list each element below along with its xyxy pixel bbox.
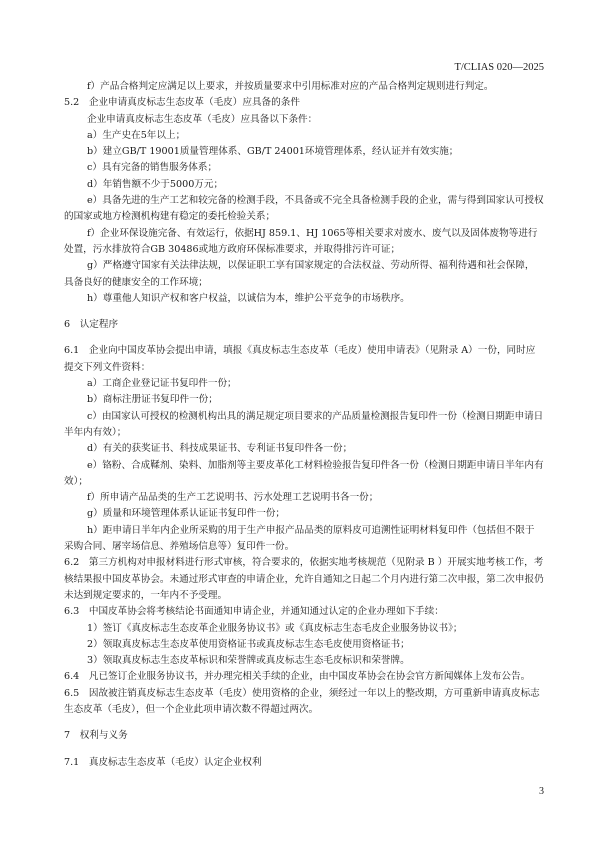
clause-7-1-heading: 7.1 真皮标志生态皮革（毛皮）认定企业权利	[64, 756, 262, 768]
condition-e: e）具备先进的生产工艺和较完备的检测手段，不具备或不完全具备检测手段的企业，需与得到国家认可授权的国家或地方检测机构建有稳定的委托检验关系；	[64, 195, 544, 223]
document-id-header: T/CLIAS 020—2025	[454, 62, 544, 73]
document-d: d）有关的获奖证书、科技成果证书、专利证书复印件各一份；	[87, 443, 353, 455]
procedure-1: 1）签订《真皮标志生态皮革企业服务协议书》或《真皮标志生态毛皮企业服务协议书》；	[87, 622, 463, 634]
document-e: e）铬粉、合成鞣剂、染料、加脂剂等主要皮革化工材料检验报告复印件各一份（检测日期距申请日半年内有效）；	[64, 459, 544, 487]
procedure-3: 3）领取真皮标志生态皮革标识和荣誉牌或真皮标志生态毛皮标识和荣誉牌。	[87, 655, 410, 667]
clause-6-1: 6.1 企业向中国皮革协会提出申请，填报《真皮标志生态皮革（毛皮）使用申请表》（见附录 A）一份，同时应提交下列文件资料：	[64, 345, 536, 373]
condition-g: g）严格遵守国家有关法律法规，以保证职工享有国家规定的合法权益、劳动所得、福利待遇和社会保障，具备良好的健康安全的工作环境；	[64, 260, 535, 288]
document-body	[64, 79, 544, 771]
document-b: b）商标注册证书复印件一份；	[87, 394, 218, 406]
condition-f: f）企业环保设施完备、有效运行，依据HJ 859.1、HJ 1065等相关要求对废水、废气以及固体废物等进行处置，污水排放符合GB 30486或地方政府环保标准要求，并取得排污许可证；	[64, 227, 538, 255]
document-f: f）所申请产品品类的生产工艺说明书、污水处理工艺说明书各一份；	[87, 492, 379, 504]
section-6-heading: 6 认定程序	[64, 319, 119, 331]
document-c: c）由国家认可授权的检测机构出具的满足规定项目要求的产品质量检测报告复印件一份（检测日期距申请日半年内有效）；	[64, 410, 544, 438]
procedure-2: 2）领取真皮标志生态皮革使用资格证书或真皮标志生态毛皮使用资格证书；	[87, 638, 410, 650]
item-5-1-f: f）产品合格判定应满足以上要求，并按质量要求中引用标准对应的产品合格判定规则进行判定。	[87, 81, 494, 92]
clause-6-5: 6.5 因故被注销真皮标志生态皮革（毛皮）使用资格的企业，须经过一年以上的整改期，方可重新申请真皮标志生态皮革（毛皮），但一个企业此项申请次数不得超过两次。	[64, 687, 540, 715]
condition-b: b）建立GB/T 19001质量管理体系、GB/T 24001环境管理体系，经认证并有效实施；	[87, 146, 459, 158]
clause-6-4: 6.4 凡已签订企业服务协议书，并办理完相关手续的企业，由中国皮革协会在协会官方新闻媒体上发布公告。	[64, 671, 531, 683]
document-h: h）距申请日半年内企业所采购的用于生产申报产品品类的原料皮可追溯性证明材料复印件（包括但不限于采购合同、屠宰场信息、养殖场信息等）复印件一份。	[64, 524, 535, 553]
page-number: 3	[539, 786, 544, 797]
document-a: a）工商企业登记证书复印件一份；	[87, 378, 237, 390]
section-7-heading: 7 权利与义务	[64, 730, 128, 742]
clause-6-2: 6.2 第三方机构对申报材料进行形式审核，符合要求的，依据实地考核规范（见附录 B ）开展实地考核工作，考核结果报中国皮革协会。未通过形式审查的申请企业，允许自通知之日起二个月内进行第二次申报，第二次申报仍未达到规定要求的，一年内不予受理。	[64, 557, 544, 601]
condition-a: a）生产史在5年以上；	[87, 129, 186, 141]
document-g: g）质量和环境管理体系认证证书复印件一份；	[87, 508, 286, 520]
section-5-2-intro: 企业申请真皮标志生态皮革（毛皮）应具备以下条件：	[87, 113, 318, 125]
condition-h: h）尊重他人知识产权和客户权益，以诚信为本，维护公平竞争的市场秩序。	[87, 292, 410, 304]
condition-c: c）具有完备的销售服务体系；	[87, 162, 218, 174]
section-5-2-heading: 5.2 企业申请真皮标志生态皮革（毛皮）应具备的条件	[64, 97, 300, 109]
condition-d: d）年销售额不少于5000万元；	[87, 178, 224, 190]
clause-6-3: 6.3 中国皮革协会将考核结论书面通知申请企业，并通知通过认定的企业办理如下手续：	[64, 606, 444, 618]
